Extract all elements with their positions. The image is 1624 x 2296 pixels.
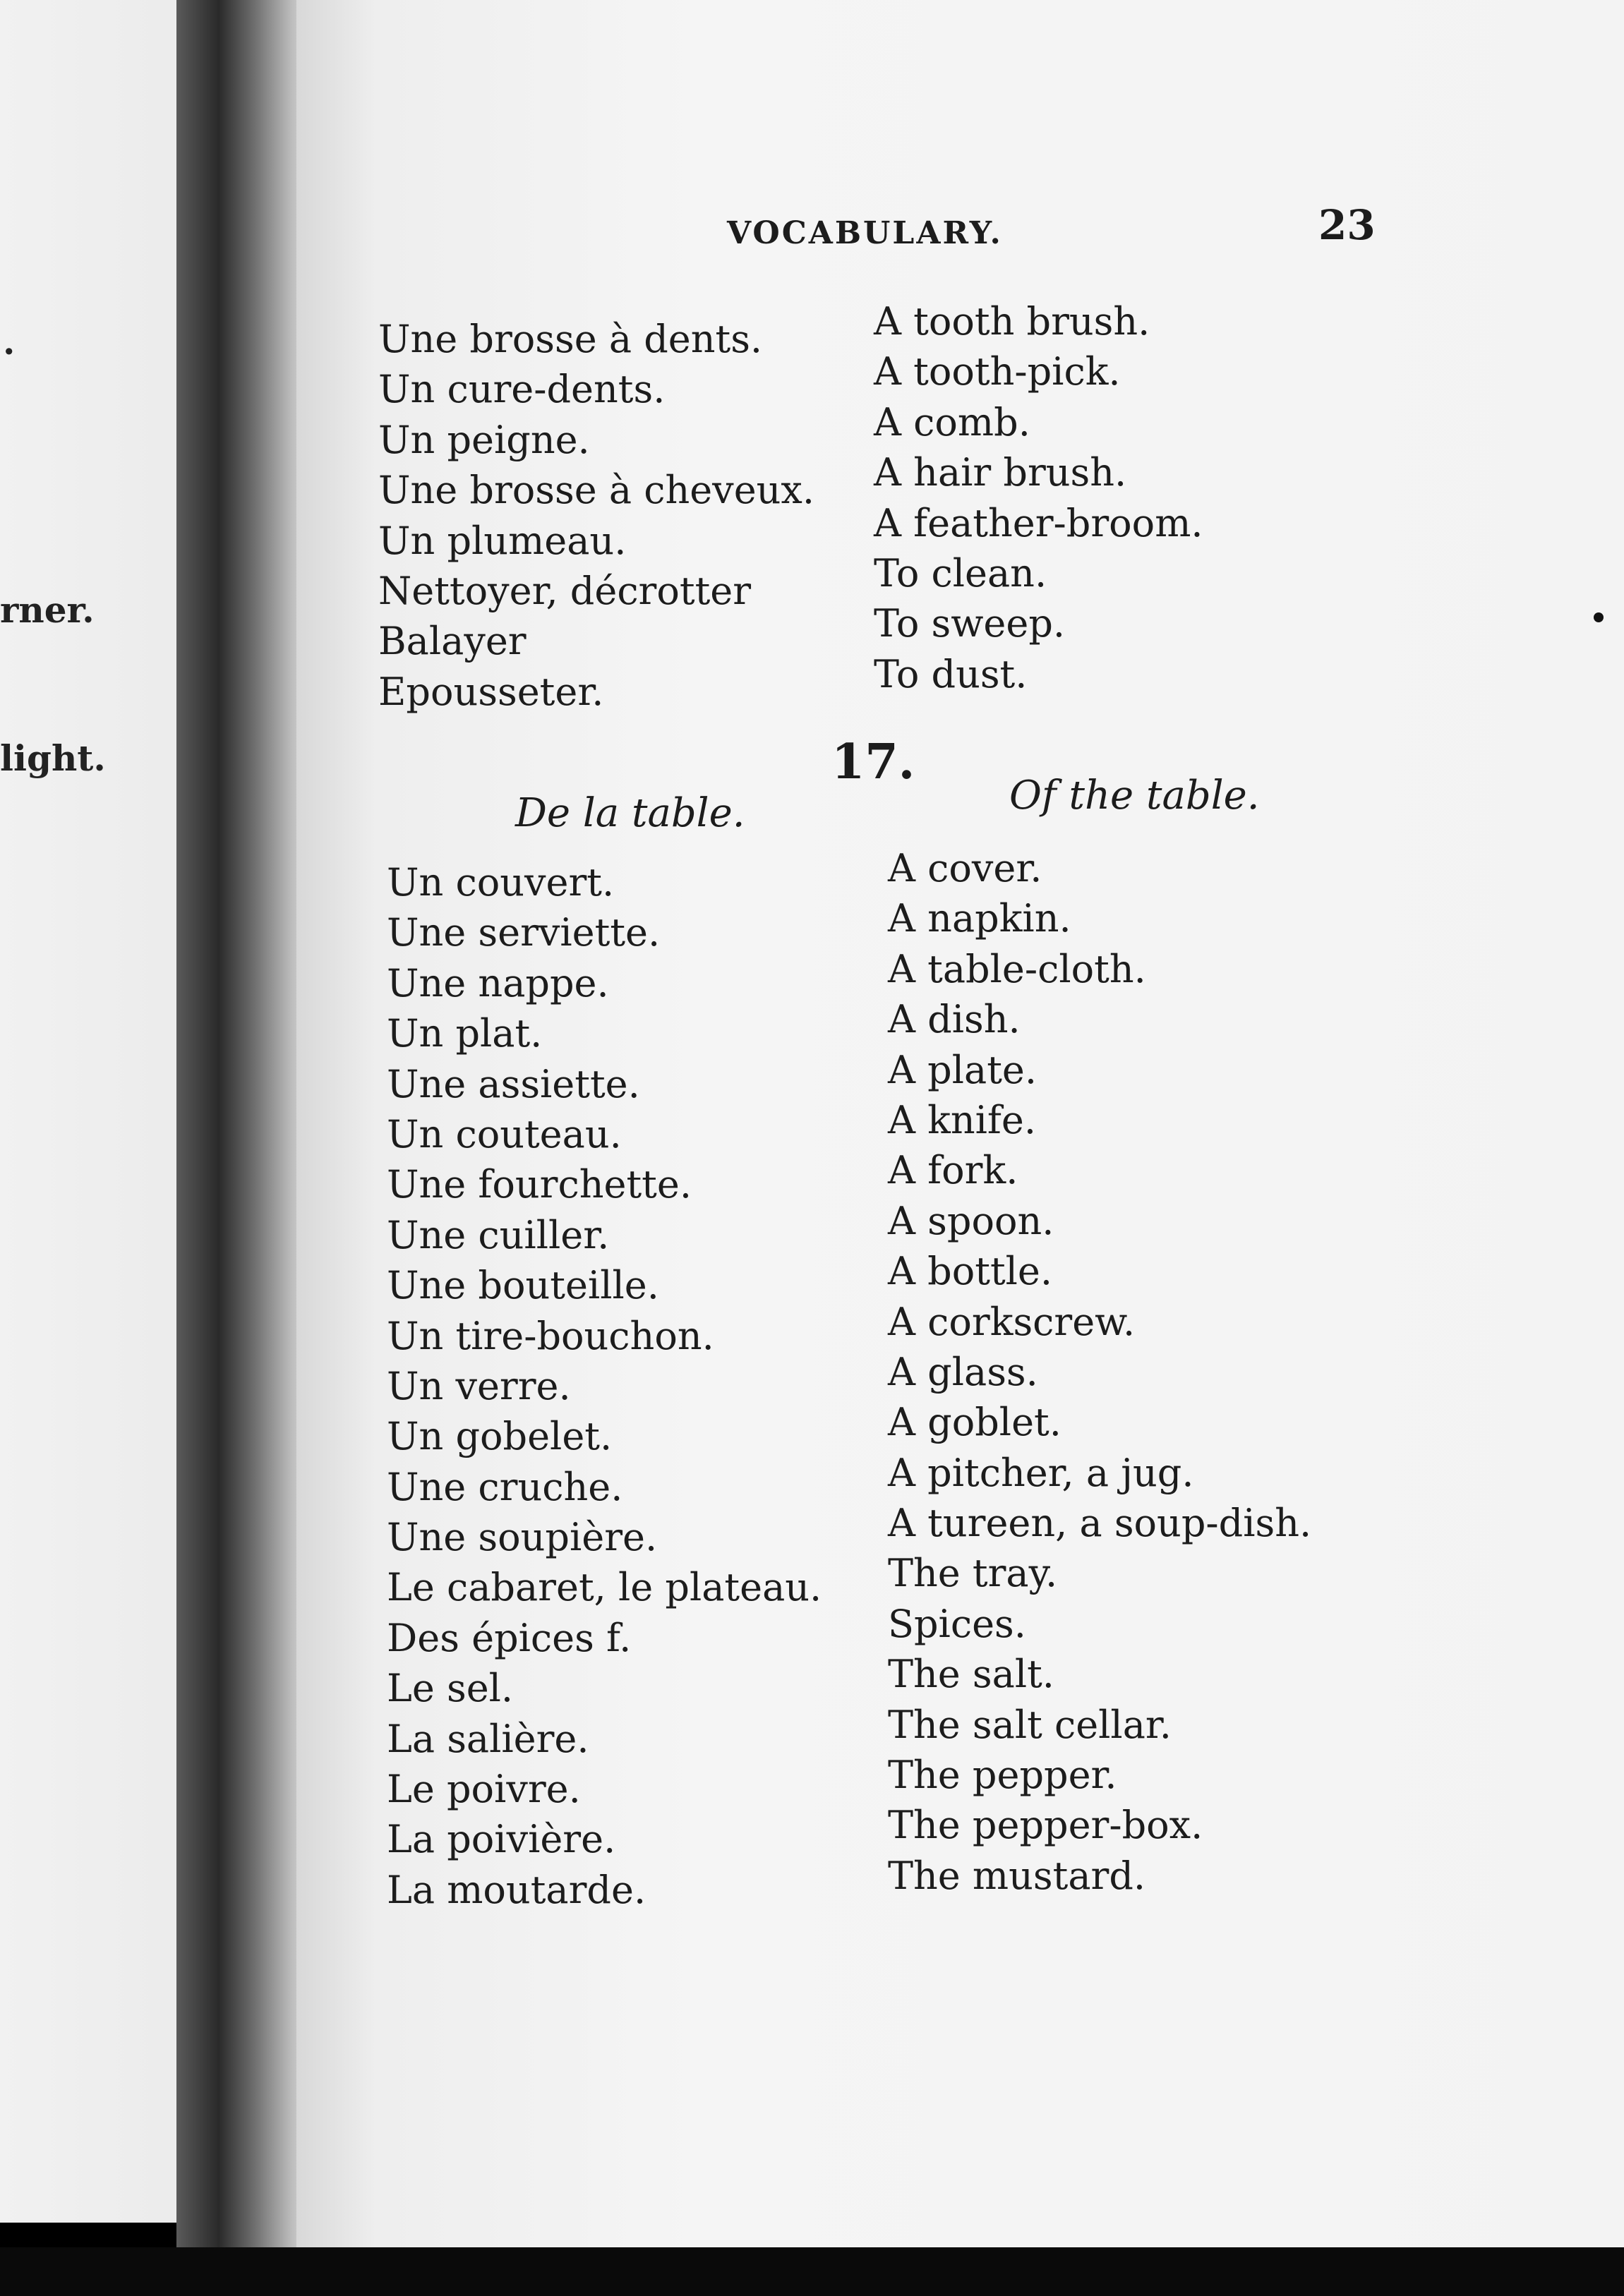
- list-item: A feather-broom.: [874, 500, 1203, 545]
- table-english-list: [888, 843, 1311, 1901]
- list-item: A tooth-pick.: [874, 349, 1121, 394]
- list-item: A glass.: [888, 1349, 1038, 1394]
- list-item: A plate.: [888, 1047, 1037, 1092]
- list-item: Un verre.: [387, 1363, 571, 1408]
- list-item: Un plumeau.: [378, 518, 627, 563]
- list-item: Balayer: [378, 619, 527, 664]
- list-item: Une brosse à dents.: [378, 317, 763, 361]
- list-item: A knife.: [888, 1097, 1037, 1142]
- list-item: The salt.: [888, 1652, 1054, 1697]
- list-item: A corkscrew.: [888, 1299, 1136, 1344]
- list-item: The salt cellar.: [888, 1702, 1172, 1747]
- scan-bottom-edge: [0, 2247, 1624, 2296]
- ink-speck: [1594, 612, 1604, 622]
- top-french-list: [378, 314, 814, 717]
- list-item: Une cruche.: [387, 1464, 623, 1509]
- page-header-title: VOCABULARY.: [727, 215, 1003, 251]
- left-page-fragment: .: [3, 321, 16, 363]
- list-item: A hair brush.: [874, 450, 1127, 495]
- list-item: The pepper.: [888, 1753, 1117, 1798]
- list-item: Le sel.: [387, 1666, 514, 1711]
- list-item: Une nappe.: [387, 960, 609, 1005]
- list-item: Une serviette.: [387, 910, 661, 955]
- list-item: A spoon.: [888, 1198, 1054, 1243]
- list-item: Une assiette.: [387, 1061, 640, 1106]
- list-item: Epousseter.: [378, 669, 604, 714]
- list-item: A comb.: [874, 399, 1030, 445]
- list-item: The pepper-box.: [888, 1803, 1203, 1848]
- list-item: To dust.: [874, 651, 1028, 696]
- list-item: A pitcher, a jug.: [888, 1450, 1194, 1495]
- list-item: La moutarde.: [387, 1867, 646, 1912]
- section-heading-english: Of the table.: [1009, 773, 1260, 818]
- list-item: Un couteau.: [387, 1111, 622, 1156]
- list-item: Une brosse à cheveux.: [378, 468, 815, 513]
- left-page-fragment: rner.: [0, 589, 95, 631]
- list-item: Nettoyer, décrotter: [378, 568, 752, 613]
- list-item: A napkin.: [888, 896, 1071, 941]
- list-item: Un gobelet.: [387, 1414, 613, 1459]
- list-item: Un tire-bouchon.: [387, 1313, 714, 1358]
- list-item: Le poivre.: [387, 1767, 581, 1812]
- list-item: To sweep.: [874, 601, 1066, 646]
- list-item: A tureen, a soup-dish.: [888, 1501, 1312, 1546]
- list-item: A table-cloth.: [888, 946, 1146, 991]
- list-item: A dish.: [888, 997, 1021, 1042]
- list-item: Spices.: [888, 1601, 1026, 1646]
- list-item: To clean.: [874, 550, 1047, 596]
- list-item: The mustard.: [888, 1853, 1146, 1898]
- list-item: Des épices f.: [387, 1615, 632, 1660]
- list-item: Une fourchette.: [387, 1162, 692, 1207]
- list-item: Une soupière.: [387, 1515, 658, 1560]
- list-item: Un plat.: [387, 1011, 543, 1056]
- list-item: The tray.: [888, 1551, 1058, 1596]
- list-item: Un peigne.: [378, 417, 590, 462]
- list-item: A cover.: [888, 846, 1042, 890]
- section-number: 17.: [831, 734, 915, 790]
- list-item: Une cuiller.: [387, 1212, 610, 1257]
- list-item: A fork.: [888, 1148, 1018, 1193]
- list-item: La salière.: [387, 1716, 589, 1761]
- list-item: Un cure-dents.: [378, 367, 666, 412]
- top-english-list: [874, 296, 1203, 699]
- list-item: Une bouteille.: [387, 1263, 659, 1308]
- list-item: A tooth brush.: [874, 299, 1150, 344]
- list-item: La poivière.: [387, 1817, 616, 1862]
- list-item: Un couvert.: [387, 860, 615, 905]
- list-item: A bottle.: [888, 1249, 1053, 1294]
- page-number: 23: [1318, 201, 1376, 249]
- section-heading-french: De la table.: [515, 790, 745, 836]
- list-item: Le cabaret, le plateau.: [387, 1565, 822, 1610]
- list-item: A goblet.: [888, 1400, 1061, 1445]
- left-page-fragment: light.: [0, 737, 106, 779]
- table-french-list: [387, 857, 822, 1915]
